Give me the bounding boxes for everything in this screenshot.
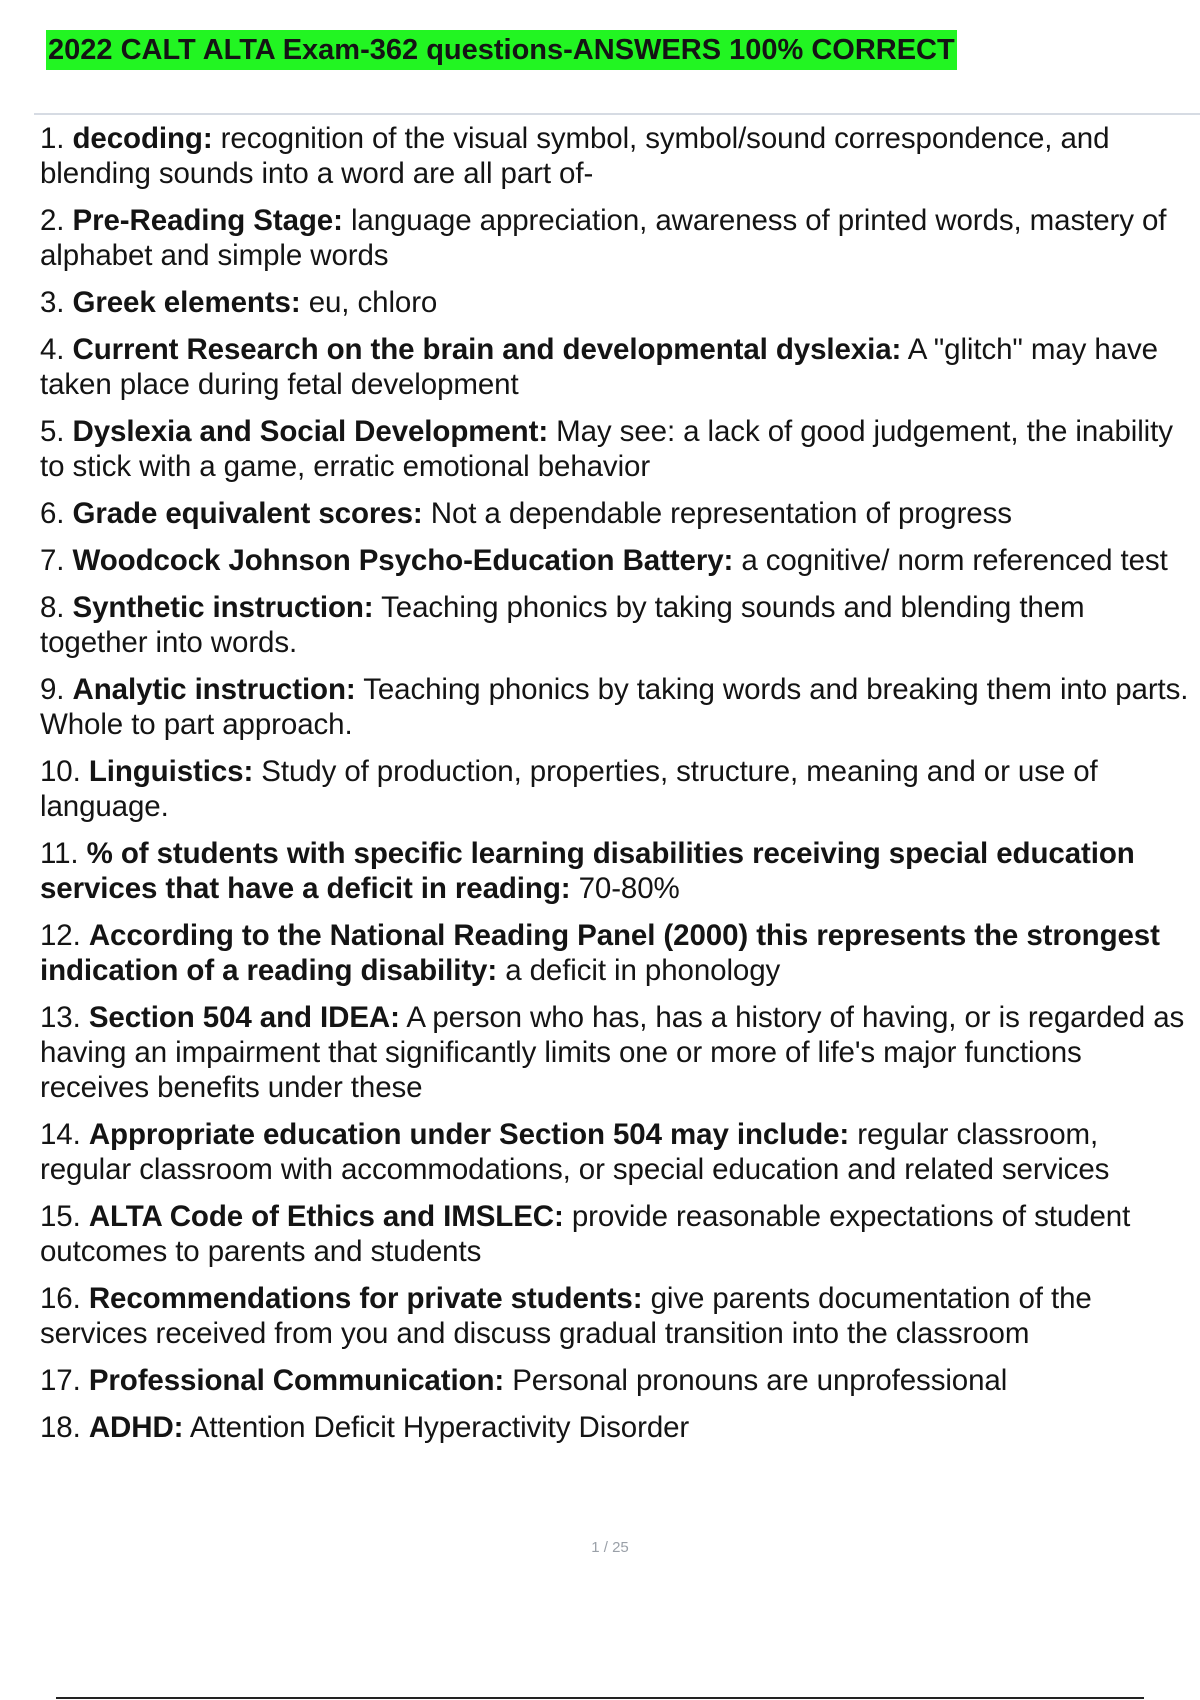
item-number: 10. — [40, 755, 81, 788]
item-number: 6. — [40, 497, 65, 530]
item-number: 12. — [40, 919, 81, 952]
item-definition: language appreciation, awareness of printed words, mastery of alphabet and simple words — [40, 204, 1167, 272]
item-term: ADHD: — [88, 1411, 184, 1444]
document-title: 2022 CALT ALTA Exam-362 questions-ANSWERS 100% CORRECT — [46, 30, 957, 70]
item-term: Section 504 and IDEA: — [88, 1001, 400, 1034]
item-term: Grade equivalent scores: — [72, 497, 423, 530]
item-term: Woodcock Johnson Psycho-Education Battery: — [72, 544, 734, 577]
item-term: Dyslexia and Social Development: — [72, 415, 549, 448]
item-term: Analytic instruction: — [72, 673, 356, 706]
list-item — [40, 1363, 1196, 1398]
item-definition: recognition of the visual symbol, symbol/sound correspondence, and blending sounds into a word are all part of- — [40, 122, 1110, 190]
item-number: 3. — [40, 286, 65, 319]
item-term: ALTA Code of Ethics and IMSLEC: — [88, 1200, 564, 1233]
item-definition: Not a dependable representation of progress — [430, 497, 1012, 530]
item-number: 15. — [40, 1200, 81, 1233]
item-number: 5. — [40, 415, 65, 448]
page-number: 1 / 25 — [591, 1539, 629, 1556]
item-term: According to the National Reading Panel (2000) this represents the strongest indication of a reading disability: — [40, 919, 1160, 987]
item-number: 8. — [40, 591, 65, 624]
item-definition: Study of production, properties, structure, meaning and or use of language. — [40, 755, 1098, 823]
list-item — [40, 1117, 1196, 1187]
item-definition: Attention Deficit Hyperactivity Disorder — [189, 1411, 690, 1444]
list-item — [40, 1000, 1196, 1105]
item-term: Pre-Reading Stage: — [72, 204, 343, 237]
item-term: Professional Communication: — [88, 1364, 505, 1397]
footer-divider — [56, 1697, 1144, 1699]
item-term: Current Research on the brain and developmental dyslexia: — [72, 333, 902, 366]
list-item — [40, 1410, 1196, 1445]
item-number: 17. — [40, 1364, 81, 1397]
list-item — [40, 1281, 1196, 1351]
item-number: 13. — [40, 1001, 81, 1034]
item-number: 1. — [40, 122, 65, 155]
item-term: Appropriate education under Section 504 may include: — [88, 1118, 850, 1151]
item-definition: regular classroom, regular classroom with accommodations, or special education and related services — [40, 1118, 1110, 1186]
item-term: Linguistics: — [88, 755, 254, 788]
list-item — [40, 414, 1196, 484]
title-container — [46, 30, 957, 70]
item-number: 16. — [40, 1282, 81, 1315]
list-item — [40, 754, 1196, 824]
list-item — [40, 918, 1196, 988]
item-definition: a cognitive/ norm referenced test — [741, 544, 1168, 577]
list-item — [40, 1199, 1196, 1269]
item-number: 4. — [40, 333, 65, 366]
item-number: 11. — [40, 837, 79, 870]
item-definition: 70-80% — [578, 872, 680, 905]
item-definition: eu, chloro — [308, 286, 438, 319]
item-definition: A "glitch" may have taken place during fetal development — [40, 333, 1158, 401]
item-number: 9. — [40, 673, 65, 706]
item-number: 2. — [40, 204, 65, 237]
item-term: decoding: — [72, 122, 213, 155]
list-item — [40, 285, 1196, 320]
list-item — [40, 590, 1196, 660]
list-item — [40, 121, 1196, 191]
item-definition: May see: a lack of good judgement, the inability to stick with a game, erratic emotional behavior — [40, 415, 1173, 483]
item-term: Greek elements: — [72, 286, 301, 319]
item-definition: Teaching phonics by taking words and breaking them into parts. Whole to part approach. — [40, 673, 1189, 741]
list-item — [40, 496, 1196, 531]
item-term: Recommendations for private students: — [88, 1282, 643, 1315]
list-item — [40, 332, 1196, 402]
list-item — [40, 543, 1196, 578]
list-item — [40, 836, 1196, 906]
title-divider — [34, 113, 1200, 115]
item-definition: give parents documentation of the services received from you and discuss gradual transition into the classroom — [40, 1282, 1092, 1350]
item-term: Synthetic instruction: — [72, 591, 374, 624]
item-number: 18. — [40, 1411, 81, 1444]
item-definition: Teaching phonics by taking sounds and blending them together into words. — [40, 591, 1085, 659]
item-definition: a deficit in phonology — [505, 954, 781, 987]
item-definition: A person who has, has a history of having, or is regarded as having an impairment that significantly limits one or more of life's major functions receives benefits under these — [40, 1001, 1185, 1104]
item-term: % of students with specific learning disabilities receiving special education services that have a deficit in reading: — [40, 837, 1135, 905]
item-definition: provide reasonable expectations of student outcomes to parents and students — [40, 1200, 1131, 1268]
flashcard-list — [40, 121, 1196, 1457]
list-item — [40, 203, 1196, 273]
list-item — [40, 672, 1196, 742]
item-definition: Personal pronouns are unprofessional — [512, 1364, 1008, 1397]
item-number: 14. — [40, 1118, 81, 1151]
item-number: 7. — [40, 544, 65, 577]
